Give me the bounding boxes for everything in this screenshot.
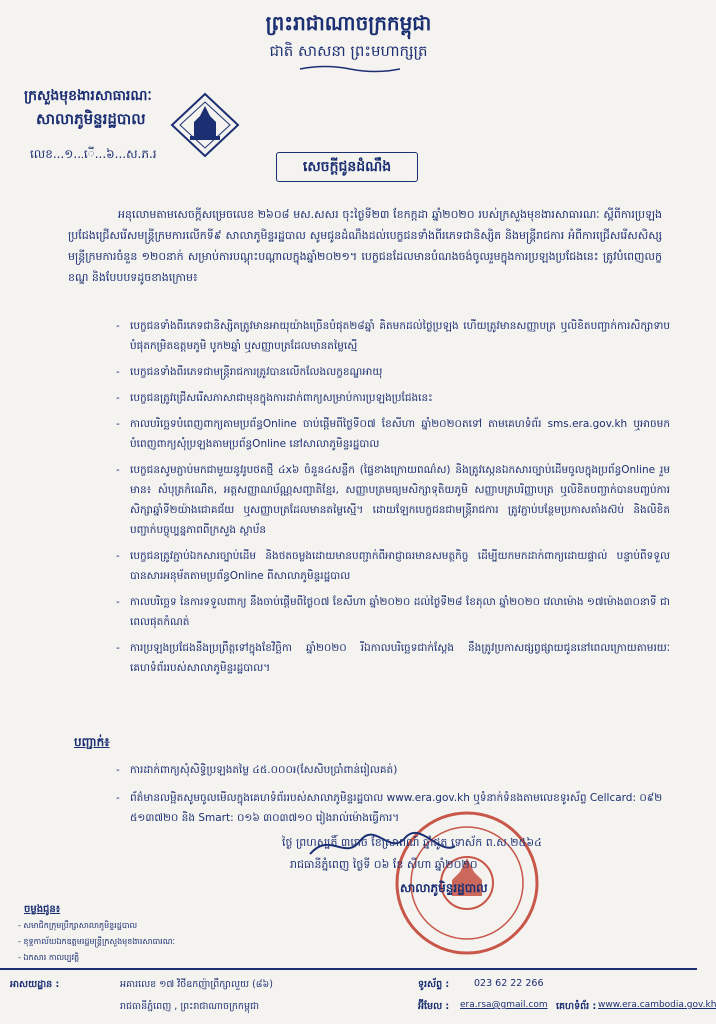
footer-website-link[interactable]: www.era.cambodia.gov.kh <box>598 1000 716 1010</box>
footer-phone-label: ទូរស័ព្ទ : <box>418 979 450 990</box>
footer-email-link[interactable]: era.rsa@gmail.com <box>460 1000 548 1010</box>
recipients-list <box>18 918 175 966</box>
recipients-heading: ចម្លងជូន៖ <box>24 904 61 915</box>
footer-address-line1: អគារលេខ ១៧ វិថីឧកញ៉ាព្រឹក្សាលួយ (៨៦) <box>120 979 273 990</box>
list-item: - ឯកសារ កាលប្បវត្តិ <box>18 953 80 962</box>
footer-phone: 023 62 22 266 <box>474 978 544 989</box>
list-item: - ការដាក់ពាក្យសុំសិទ្ធិប្រឡងតម្លៃ ៤៥.០០០៛(សែសិបប្រាំពាន់រៀលគត់) <box>130 760 670 780</box>
list-item: - បេក្ខជនសូមភ្ជាប់មកជាមួយនូវរូបថតថ្មី ៤x៦ ចំនួន៤សន្លឹក (ផ្ទៃខាងក្រោយពណ៌ស) និងត្រូវស្កេនឯកសារច្បាប់ដើមចូលក្នុងប្រព័ន្ធOnline រួមមាន៖ សំបុត្រកំណើត, អត្តសញ្ញាណប័ណ្ណសញ្ជាតិខ្មែរ, សញ្ញាបត្រមធ្យមសិក្សាទុតិយភូមិ សញ្ញាបត្របរិញ្ញាបត្រ ឬលិខិតបញ្ជាក់បានបញ្ចប់ការសិក្សាឆ្នាំទី២យ៉ាងជោគជ័យ ឬសញ្ញាបត្រដែលមានតម្លៃស្មើ។ ដោយឡែកបេក្ខជនជាមន្ត្រីរាជការ ត្រូវភ្ជាប់បន្ថែមប្រកាសតាំងស៊ប់ និងលិខិតបញ្ជាក់បច្ចុប្បន្នភាពពីក្រសួង ស្ថាប័ន <box>130 460 670 540</box>
list-item: - សមាជិកក្រុមប្រឹក្សាសាលាភូមិន្ទរដ្ឋបាល <box>18 921 138 930</box>
ornament-divider <box>300 64 400 74</box>
list-item: - កាលបរិច្ឆេទ នៃការទទួលពាក្យ នឹងចាប់ផ្តើមពីថ្ងៃ០៧ ខែសីហា ឆ្នាំ២០២០ ដល់ថ្ងៃទី២៨ ខែតុលា ឆ្នាំ២០២០ វេលាម៉ោង ១៧ម៉ោង៣០នាទី ជាពេលផុតកំណត់ <box>130 592 670 632</box>
list-item: - បេក្ខជនត្រូវភ្ជាប់ឯកសារច្បាប់ដើម និងថតចម្លងដោយមានបញ្ជាក់ពីអាជ្ញាធរមានសមត្ថកិច្ច ដើម្បីយកមកដាក់ពាក្យដោយផ្ទាល់ បន្ទាប់ពីទទួលបានសារអនុម័តតាមប្រព័ន្ធOnline ពីសាលាភូមិន្ទរដ្ឋបាល <box>130 546 670 586</box>
school-name: សាលាភូមិន្ទរដ្ឋបាល <box>36 110 146 128</box>
list-item: - បេក្ខជនត្រូវជ្រើសរើសភាសាជាមុនក្នុងការដាក់ពាក្យសម្រាប់ការប្រឡងប្រជែងនេះ <box>130 388 670 408</box>
conditions-list <box>130 316 670 684</box>
national-motto: ជាតិ សាសនា ព្រះមហាក្សត្រ <box>269 42 428 60</box>
list-item: - បេក្ខជនទាំងពីរភេទជានិស្សិតត្រូវមានអាយុយ៉ាងច្រើនបំផុត២៨ឆ្នាំ គិតមកដល់ថ្ងៃប្រឡង ហើយត្រូវមានសញ្ញាបត្រ ឬលិខិតបញ្ជាក់ការសិក្សាទាបបំផុតកម្រិតឧត្តមភូមិ បូក២ឆ្នាំ ឬសញ្ញាបត្រដែលមានតម្លៃស្មើ <box>130 316 670 356</box>
list-item: - ការប្រឡងប្រជែងនឹងប្រព្រឹត្តទៅក្នុងខែវិច្ឆិកា ឆ្នាំ២០២០ រីឯកាលបរិច្ឆេទជាក់ស្តែង នឹងត្រូវប្រកាសផ្សព្វផ្សាយជូននៅពេលក្រោយតាមរយៈគេហទំព័ររបស់សាលាភូមិន្ទរដ្ឋបាល។ <box>130 638 670 678</box>
list-item: - ព័ត៌មានលម្អិតសូមចូលមើលក្នុងគេហទំព័ររបស់សាលាភូមិន្ទរដ្ឋបាល www.era.gov.kh ឬទំនាក់ទំនងតាមលេខទូរស័ព្ទ Cellcard: ០៩២ ៥១៣៧២០ និង Smart: ០១៦ ៣០៣៧១០ រៀងរាល់ម៉ោងធ្វើការ។ <box>130 788 670 828</box>
document-title: សេចក្តីជូនដំណឹង <box>276 152 418 182</box>
lunar-date: ថ្ងៃ ព្រហស្បតិ៍ ៣រោច ខែស្រាពណ៍ ឆ្នាំជូត ទោស័ក ព.ស.២៥៦៤ <box>282 836 542 849</box>
list-item: - កាលបរិច្ឆេទបំពេញពាក្យតាមប្រព័ន្ធOnline ចាប់ផ្តើមពីថ្ងៃទី០៧ ខែសីហា ឆ្នាំ២០២០តទៅ តាមគេហទំព័រ sms.era.gov.kh ឬអាចមកបំពេញពាក្យសុំប្រឡងតាមប្រព័ន្ធOnline នៅសាលាភូមិន្ទរដ្ឋបាល <box>130 414 670 454</box>
footer-website-label: គេហទំព័រ : <box>556 1001 597 1012</box>
school-logo-icon <box>170 92 240 158</box>
ministry-name: ក្រសួងមុខងារសាធារណៈ <box>24 88 152 104</box>
kingdom-heading: ព្រះរាជាណាចក្រកម្ពុជា <box>265 11 432 35</box>
list-item: - ខុទ្ទកាល័យឯកឧត្តមរដ្ឋមន្ត្រីក្រសួងមុខងារសាធារណៈ <box>18 937 175 946</box>
footer-address-line2: រាជធានីភ្នំពេញ , ព្រះរាជាណាចក្រកម្ពុជា <box>120 1001 260 1012</box>
signer-title: សាលាភូមិន្ទរដ្ឋបាល <box>400 881 488 895</box>
footer-address-label: អាសយដ្ឋាន : <box>10 979 60 990</box>
footer-email-label: អ៊ីមែល : <box>418 1001 450 1012</box>
intro-paragraph: អនុលោមតាមសេចក្តីសម្រេចលេខ ២៦០៨ មស.សសរ ចុះថ្ងៃទី២៣ ខែកក្កដា ឆ្នាំ២០២០ របស់ក្រសួងមុខងារសាធារណៈ ស្តីពីការប្រឡងប្រជែងជ្រើសរើសមន្ត្រីក្រមការលើកទី៩ សាលាភូមិន្ទរដ្ឋបាល សូមជូនដំណឹងដល់បេក្ខជនទាំងពីរភេទជានិស្សិត និងមន្ត្រីរាជការ អំពីការជ្រើសរើសសិស្សមន្ត្រីក្រមការចំនួន ១២០នាក់ សម្រាប់ការបណ្តុះបណ្តាលក្នុងឆ្នាំ២០២១។ បេក្ខជនដែលមានបំណងចង់ចូលរួមក្នុងការប្រឡងប្រជែងនេះ ត្រូវបំពេញលក្ខខណ្ឌ និងបែបបទដូចខាងក្រោម៖ <box>68 208 662 284</box>
list-item: - បេក្ខជនទាំងពីរភេទជាមន្ត្រីរាជការត្រូវបានលើកលែងលក្ខខណ្ឌអាយុ <box>130 362 670 382</box>
footer-divider <box>0 968 697 970</box>
notes-heading: បញ្ជាក់៖ <box>74 735 110 749</box>
reference-number: លេខ...១...ើ...៦...ស.ភ.រ <box>30 147 157 161</box>
solar-date: រាជធានីភ្នំពេញ ថ្ងៃទី ០៦ ខែ សីហា ឆ្នាំ២០២០ <box>290 858 478 871</box>
